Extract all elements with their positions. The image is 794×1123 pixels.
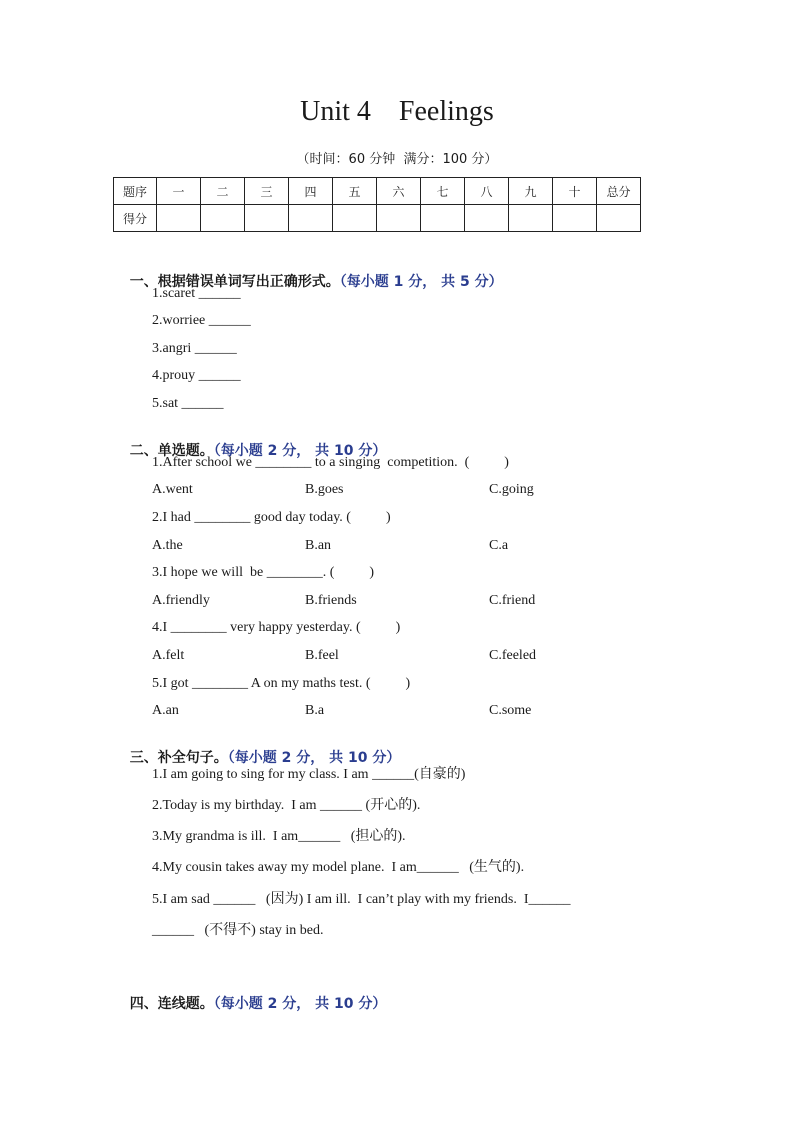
section1-title: 一、根据错误单词写出正确形式。 bbox=[129, 274, 340, 290]
question-text: 4.I ________ very happy yesterday. ( ) bbox=[152, 620, 401, 635]
score-header-cell: 总分 bbox=[597, 178, 641, 205]
score-header-cell: 十 bbox=[553, 178, 597, 205]
section3-item: 2.Today is my birthday. I am ______ (开心的). bbox=[152, 798, 421, 813]
exam-info: （时间：60 分钟 满分：100 分） bbox=[296, 152, 498, 167]
section4-title: 四、连线题。 bbox=[129, 996, 214, 1012]
section4-heading bbox=[120, 977, 386, 1013]
option-b: B.feel bbox=[305, 648, 339, 663]
score-header-cell: 题序 bbox=[114, 178, 157, 205]
option-b: B.a bbox=[305, 703, 325, 718]
section1-item: 1.scaret ______ bbox=[152, 286, 241, 301]
question-text: 5.I got ________ A on my maths test. ( ) bbox=[152, 676, 411, 691]
score-header-cell: 三 bbox=[245, 178, 289, 205]
section1-points: （每小题 1 分， 共 5 分） bbox=[339, 274, 503, 290]
score-row-label: 得分 bbox=[114, 205, 157, 232]
section3-item: 4.My cousin takes away my model plane. I am______ (生气的). bbox=[152, 860, 525, 875]
option-c: C.friend bbox=[489, 593, 536, 608]
score-header-cell: 七 bbox=[421, 178, 465, 205]
section4-points: （每小题 2 分， 共 10 分） bbox=[213, 996, 387, 1012]
option-a: A.the bbox=[152, 538, 183, 553]
section2-points: （每小题 2 分， 共 10 分） bbox=[213, 443, 387, 459]
option-c: C.a bbox=[489, 538, 509, 553]
score-header-cell: 一 bbox=[157, 178, 201, 205]
score-table-score-row bbox=[114, 205, 641, 232]
section3-item: 5.I am sad ______ (因为) I am ill. I can’t play with my friends. I______ bbox=[152, 892, 571, 907]
score-table-header-row bbox=[114, 178, 641, 205]
score-header-cell: 六 bbox=[377, 178, 421, 205]
section3-heading bbox=[120, 731, 400, 767]
score-input-cell[interactable] bbox=[245, 205, 289, 232]
score-input-cell[interactable] bbox=[289, 205, 333, 232]
section3-item: 1.I am going to sing for my class. I am ______(自豪的) bbox=[152, 767, 466, 782]
score-input-cell[interactable] bbox=[157, 205, 201, 232]
score-header-cell: 五 bbox=[333, 178, 377, 205]
option-b: B.friends bbox=[305, 593, 357, 608]
score-input-cell[interactable] bbox=[597, 205, 641, 232]
section3-points: （每小题 2 分， 共 10 分） bbox=[227, 750, 401, 766]
option-a: A.friendly bbox=[152, 593, 210, 608]
score-input-cell[interactable] bbox=[509, 205, 553, 232]
option-c: C.feeled bbox=[489, 648, 537, 663]
section3-item: ______ (不得不) stay in bed. bbox=[152, 923, 324, 938]
question-text: 3.I hope we will be ________. ( ) bbox=[152, 565, 375, 580]
section3-item: 3.My grandma is ill. I am______ (担心的). bbox=[152, 829, 406, 844]
score-input-cell[interactable] bbox=[553, 205, 597, 232]
score-header-cell: 九 bbox=[509, 178, 553, 205]
score-header-cell: 二 bbox=[201, 178, 245, 205]
score-input-cell[interactable] bbox=[201, 205, 245, 232]
section3-title: 三、补全句子。 bbox=[129, 750, 228, 766]
question-text: 2.I had ________ good day today. ( ) bbox=[152, 510, 391, 525]
option-a: A.went bbox=[152, 482, 193, 497]
option-a: A.an bbox=[152, 703, 179, 718]
option-c: C.some bbox=[489, 703, 532, 718]
option-b: B.goes bbox=[305, 482, 344, 497]
option-a: A.felt bbox=[152, 648, 185, 663]
score-table bbox=[113, 177, 641, 232]
option-b: B.an bbox=[305, 538, 332, 553]
score-header-cell: 八 bbox=[465, 178, 509, 205]
question-text: 1.After school we ________ to a singing competition. ( ) bbox=[152, 455, 509, 470]
score-input-cell[interactable] bbox=[465, 205, 509, 232]
score-input-cell[interactable] bbox=[377, 205, 421, 232]
score-input-cell[interactable] bbox=[421, 205, 465, 232]
option-c: C.going bbox=[489, 482, 534, 497]
page-title: Unit 4 Feelings bbox=[300, 96, 494, 127]
section2-title: 二、单选题。 bbox=[129, 443, 214, 459]
section1-item: 2.worriee ______ bbox=[152, 313, 251, 328]
score-input-cell[interactable] bbox=[333, 205, 377, 232]
section1-item: 4.prouy ______ bbox=[152, 368, 241, 383]
score-header-cell: 四 bbox=[289, 178, 333, 205]
section1-item: 3.angri ______ bbox=[152, 341, 237, 356]
section1-item: 5.sat ______ bbox=[152, 396, 224, 411]
